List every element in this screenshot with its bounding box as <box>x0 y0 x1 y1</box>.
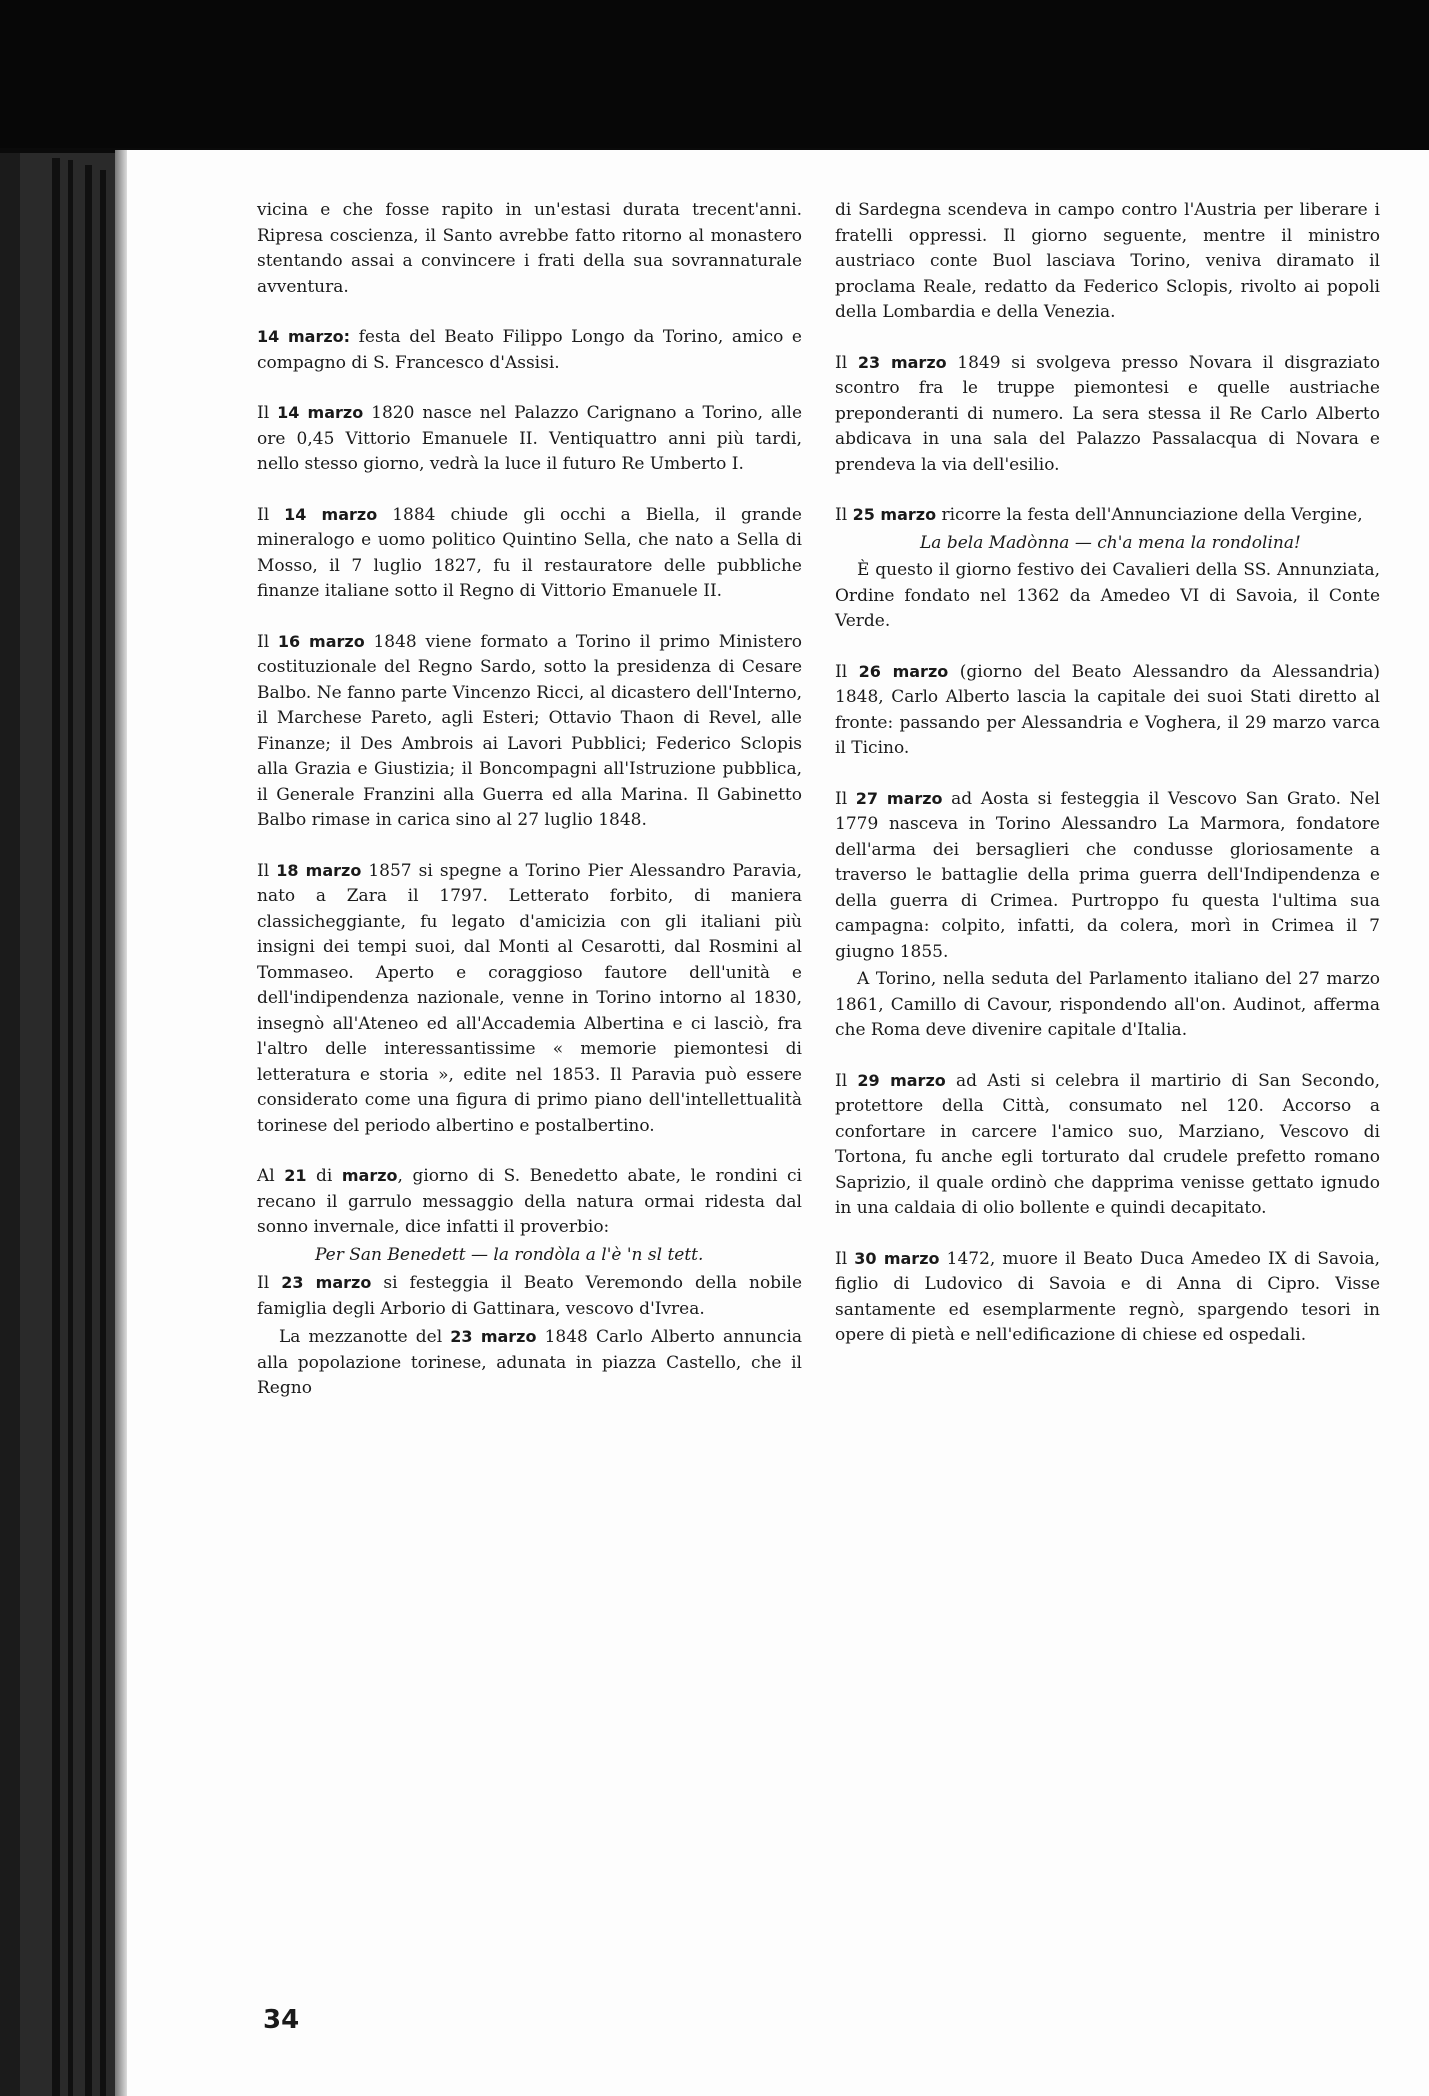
binding-stripe <box>52 158 60 2096</box>
paragraph-text: di Sardegna scendeva in campo contro l'Austria per liberare i fratelli oppressi. Il giorno seguente, mentre il ministro austriaco conte Buol lasciava Torino, veniva diramato il proclama Reale, redatto da Federico Sclopis, rivolto ai popoli della Lombardia e della Venezia. <box>835 200 1380 322</box>
paragraph-text: 1848 viene formato a Torino il primo Ministero costituzionale del Regno Sardo, sotto la presidenza di Cesare Balbo. Ne fanno parte Vincenzo Ricci, al dicastero dell'Interno, il Marchese Pareto, agli Esteri; Ottavio Thaon di Revel, alle Finanze; il Des Ambrois ai Lavori Pubblici; Federico Sclopis alla Grazia e Giustizia; il Boncompagni all'Istruzione pubblica, il Generale Franzini alla Guerra ed alla Marina. Il Gabinetto Balbo rimase in carica sino al 27 luglio 1848. <box>257 631 802 830</box>
paragraph-text: Il <box>835 352 858 373</box>
paragraph <box>257 629 802 834</box>
paragraph-text: Il <box>835 505 853 525</box>
book-page <box>127 150 1429 2096</box>
proverb-verse <box>835 531 1380 557</box>
date-highlight: 23 marzo <box>450 1327 537 1346</box>
paragraph-text: 1848 Carlo Alberto annuncia alla popolazione torinese, adunata in piazza Castello, che il Regno <box>257 1327 803 1398</box>
paragraph <box>835 1068 1380 1222</box>
paragraph-text: Il <box>835 1248 855 1269</box>
paragraph <box>835 558 1380 635</box>
paragraph-text: Il <box>257 860 277 881</box>
paragraph <box>257 324 802 376</box>
paragraph-text: ad Aosta si festeggia il Vescovo San Grato. Nel 1779 nasceva in Torino Alessandro La Marmora, fondatore dell'arma dei bersaglieri che condusse gloriosamente a traverso le battaglie della prima guerra dell'Indipendenza e della guerra di Crimea. Purtroppo fu questa l'ultima sua campagna: colpito, infatti, da colera, morì in Crimea il 7 giugno 1855. <box>835 788 1380 962</box>
paragraph-text: La bela Madònna — ch'a mena la rondolina! <box>920 532 1301 553</box>
page-number: 34 <box>263 2005 300 2035</box>
date-highlight: 26 marzo <box>858 661 949 681</box>
paragraph-text: , giorno di S. Benedetto abate, le rondini ci recano il garrulo messaggio della natura ormai ridesta dal sonno invernale, dice infatti il proverbio: <box>257 1166 802 1237</box>
paragraph-text: Il <box>257 631 278 652</box>
paragraph <box>257 502 802 605</box>
paragraph <box>835 1246 1380 1349</box>
paragraph <box>835 350 1380 479</box>
paragraph-text: 1472, muore il Beato Duca Amedeo IX di Savoia, figlio di Ludovico di Savoia e di Anna di Cipro. Visse santamente ed esemplarmente regnò, spargendo tesori in opere di pietà e nell'edificazione di chiese ed ospedali. <box>835 1248 1380 1345</box>
paragraph-text: Il <box>257 403 278 423</box>
paragraph-text: 1857 si spegne a Torino Pier Alessandro Paravia, nato a Zara il 1797. Letterato forbito, di maniera classicheggiante, fu legato d'amicizia con gli italiani più insigni dei tempi suoi, dal Monti al Cesarotti, dal Rosmini al Tommaseo. Aperto e coraggioso fautore dell'unità e dell'indipendenza nazionale, venne in Torino intorno al 1830, insegnò all'Ateneo ed all'Accademia Albertina e ci lasciò, fra l'altro delle interessantissime « memorie piemontesi di letteratura e storia », edite nel 1853. Il Paravia può essere considerato come una figura di primo piano dell'intellettualità torinese del periodo albertino e postalbertino. <box>257 860 802 1136</box>
date-highlight: 29 marzo <box>857 1070 946 1090</box>
paragraph-text: festa del Beato Filippo Longo da Torino, amico e compagno di S. Francesco d'Assisi. <box>257 327 802 373</box>
date-highlight: 14 marzo <box>284 504 378 524</box>
paragraph <box>835 502 1380 529</box>
date-highlight: 18 marzo <box>276 860 362 880</box>
paragraph-text: di <box>306 1166 342 1186</box>
paragraph <box>257 400 802 478</box>
paragraph <box>257 858 802 1140</box>
left-column <box>257 198 802 1426</box>
paragraph <box>257 1270 802 1322</box>
binding-stripe <box>100 170 106 2096</box>
paragraph <box>257 1324 802 1402</box>
paragraph-text: Il <box>835 1070 858 1091</box>
binding-stripe <box>85 165 92 2096</box>
date-highlight: 25 marzo <box>852 505 937 524</box>
proverb-verse <box>257 1243 802 1269</box>
paragraph-text: ricorre la festa dell'Annunciazione della Vergine, <box>936 505 1363 525</box>
paragraph-text: Il <box>835 788 856 809</box>
paragraph-text: si festeggia il Beato Veremondo della nobile famiglia degli Arborio di Gattinara, vescovo d'Ivrea. <box>257 1273 802 1319</box>
paragraph-text: Il <box>257 504 285 525</box>
paragraph <box>835 786 1380 966</box>
paragraph-text: Al <box>257 1166 285 1186</box>
date-highlight: 23 marzo <box>281 1273 372 1292</box>
date-highlight: 23 marzo <box>857 352 947 372</box>
paragraph <box>257 198 802 300</box>
date-highlight: 27 marzo <box>855 788 943 808</box>
paragraph-text: ad Asti si celebra il martirio di San Secondo, protettore della Città, consumato nel 120. Accorso a confortare in carcere l'amico suo, Marziano, Vescovo di Tortona, fu anche egli torturato dal crudele prefetto romano Saprizio, il quale ordinò che dapprima venisse gettato ignudo in una caldaia di olio bollente e quindi decapitato. <box>835 1070 1380 1218</box>
paragraph <box>835 967 1380 1044</box>
date-highlight: 21 <box>284 1166 307 1185</box>
date-highlight: marzo <box>341 1166 398 1185</box>
page-edge-shadow <box>115 150 127 2096</box>
paragraph-text: È questo il giorno festivo dei Cavalieri della SS. Annunziata, Ordine fondato nel 1362 da Amedeo VI di Savoia, il Conte Verde. <box>835 560 1380 631</box>
paragraph-text: Il <box>257 1273 282 1293</box>
binding-stripe <box>68 160 73 2096</box>
paragraph <box>835 198 1380 326</box>
paragraph <box>257 1163 802 1241</box>
scan-left-edge <box>0 0 20 2096</box>
paragraph-text: vicina e che fosse rapito in un'estasi durata trecent'anni. Ripresa coscienza, il Santo avrebbe fatto ritorno al monastero stentando assai a convincere i frati della sua sovrannaturale avventura. <box>257 200 802 297</box>
paragraph <box>835 659 1380 762</box>
date-highlight: 14 marzo <box>277 403 364 422</box>
date-highlight: 30 marzo <box>854 1248 940 1268</box>
paragraph-text: Per San Benedett — la rondòla a l'è 'n sl tett. <box>315 1244 704 1265</box>
date-highlight: 16 marzo <box>277 631 365 651</box>
paragraph-text: A Torino, nella seduta del Parlamento italiano del 27 marzo 1861, Camillo di Cavour, rispondendo all'on. Audinot, afferma che Roma deve divenire capitale d'Italia. <box>835 969 1380 1040</box>
paragraph-text: La mezzanotte del <box>279 1327 451 1347</box>
date-highlight: 14 marzo: <box>257 327 351 346</box>
right-column <box>835 198 1380 1373</box>
paragraph-text: 1849 si svolgeva presso Novara il disgraziato scontro fra le truppe piemontesi e quelle austriache preponderanti di numero. La sera stessa il Re Carlo Alberto abdicava in una sala del Palazzo Passalacqua di Novara e prendeva la via dell'esilio. <box>835 352 1380 475</box>
paragraph-text: 1884 chiude gli occhi a Biella, il grande mineralogo e uomo politico Quintino Sella, che nato a Sella di Mosso, il 7 luglio 1827, fu il restauratore delle pubbliche finanze italiane sotto il Regno di Vittorio Emanuele II. <box>257 504 802 601</box>
paragraph-text: (giorno del Beato Alessandro da Alessandria) 1848, Carlo Alberto lascia la capitale dei suoi Stati diretto al fronte: passando per Alessandria e Voghera, il 29 marzo varca il Ticino. <box>835 661 1380 758</box>
paragraph-text: 1820 nasce nel Palazzo Carignano a Torino, alle ore 0,45 Vittorio Emanuele II. Ventiquattro anni più tardi, nello stesso giorno, vedrà la luce il futuro Re Umberto I. <box>257 403 803 474</box>
paragraph-text: Il <box>835 661 859 682</box>
scan-top-border <box>0 0 1429 150</box>
